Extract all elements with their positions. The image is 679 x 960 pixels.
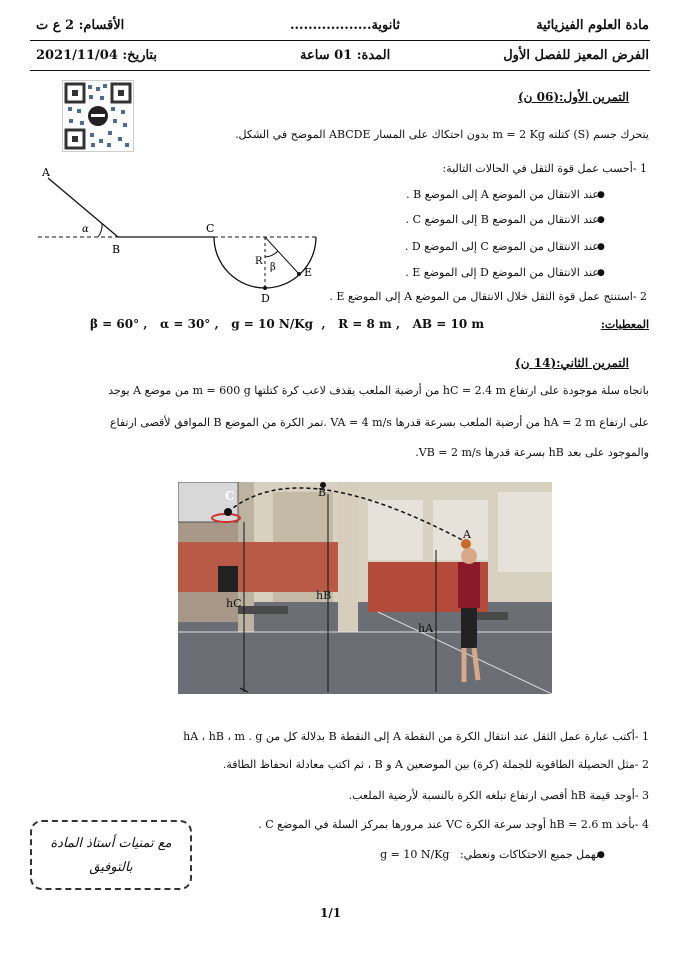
ex2-note: تهمل جميع الاحتكاكات ونعطي: g = 10 N/Kg (380, 848, 599, 861)
beta-arc (265, 251, 278, 257)
ex2-q3: 3 -أوجد قيمة hB أقصى ارتفاع تبلغه الكرة بالنسبة لأرضية الملعب. (348, 789, 649, 802)
duration: المدة: 01 ساعة (300, 48, 391, 63)
label-b: B (112, 243, 121, 256)
label-alpha: α (82, 224, 89, 235)
subject-title: مادة العلوم الفيزيائية (536, 18, 649, 33)
label-c: C (206, 222, 215, 235)
ex2-para-2: على ارتفاع hA = 2 m من أرضية الملعب بسرعة قدرها VA = 4 m/s .تمر الكرة من الموضع B الموافق لأقصى ارتفاع (109, 416, 649, 429)
page-number: 1/1 (320, 906, 342, 920)
photo-label-c: C (225, 489, 235, 503)
photo-label-hc: hC (226, 597, 242, 610)
exam-title: الفرض المعيز للفصل الأول (503, 48, 649, 63)
wishes-box (30, 820, 192, 890)
alpha-arc (98, 223, 102, 237)
ex1-title: التمرين الأول:(06 ن) (518, 90, 629, 104)
bullet-dot: ● (597, 850, 605, 860)
ex1-bullet-2: عند الانتقال من الموضع B إلى الموضع C . (405, 213, 599, 226)
qr-code (62, 80, 134, 152)
bullet-dot: ● (597, 190, 605, 200)
ex1-bullet-4: عند الانتقال من الموضع D إلى الموضع E . (405, 266, 599, 279)
bullet-dot: ● (597, 268, 605, 278)
ex1-bullet-1: عند الانتقال من الموضع A إلى الموضع B . (406, 188, 599, 201)
label-e: E (304, 266, 313, 279)
ex1-bullet-3: عند الانتقال من الموضع C إلى الموضع D . (404, 240, 599, 253)
label-r: R (255, 256, 263, 267)
classes-label: الأقسام: 2 ع ت (36, 18, 125, 33)
ex2-para-1: باتجاه سلة موجودة على ارتفاع hC = 2.4 m من أرضية الملعب يقذف لاعب كرة كتلتها m = 600 g من موضع A يوجد (108, 384, 649, 397)
exam-date: بتاريخ: 2021/11/04 (36, 48, 157, 63)
ex2-q2: 2 -مثل الحصيلة الطاقوية للجملة (كرة) بين الموضعين A و B ، ثم اكتب معادلة انحفاظ الطاقة. (222, 758, 649, 771)
ex2-para-3: والموجود على بعد hB بسرعة قدرها VB = 2 m/s. (415, 446, 649, 459)
label-d: D (261, 292, 270, 305)
ex2-q4: 4 -بأخذ hB = 2.6 m أوجد سرعة الكرة VC عند مرورها بمركز السلة في الموضع C . (258, 818, 649, 831)
data-values: β = 60° , α = 30° , g = 10 N/Kg , R = 8 m , AB = 10 m (90, 317, 485, 331)
ex1-intro: يتحرك جسم (S) كتلته m = 2 Kg بدون احتكاك على المسار ABCDE الموضح في الشكل. (235, 128, 649, 141)
wishes-line-1: مع تمنيات أستاذ المادة (50, 836, 172, 851)
photo-label-a: A (463, 528, 471, 541)
basketball-photo (178, 482, 552, 694)
bullet-dot: ● (597, 215, 605, 225)
bullet-dot: ● (597, 242, 605, 252)
label-beta: β (270, 262, 276, 273)
header-divider (30, 40, 650, 41)
wishes-line-2: بالتوفيق (89, 860, 133, 875)
data-label: المعطيات: (600, 318, 649, 331)
ex1-q2: 2 -استنتج عمل قوة الثقل خلال الانتقال من الموضع A إلى الموضع E . (329, 290, 647, 303)
ex2-title: التمرين الثاني:(14 ن) (515, 356, 629, 370)
path-figure (36, 160, 336, 305)
point-d (263, 286, 267, 290)
ex1-q1: 1 -أحسب عمل قوة الثقل في الحالات التالية: (442, 162, 647, 175)
school-name: ثانوية.................. (290, 18, 400, 33)
photo-label-hb: hB (316, 589, 332, 602)
header-divider-2 (30, 70, 650, 71)
label-a: A (42, 166, 50, 179)
point-e (297, 272, 301, 276)
photo-label-ha: hA (418, 622, 434, 635)
photo-label-b: B (318, 486, 327, 499)
ex2-q1: 1 -أكتب عبارة عمل الثقل عند انتقال الكرة من النقطة A إلى النقطة B بدلالة كل من hA ، hB ، m . g (183, 730, 649, 743)
